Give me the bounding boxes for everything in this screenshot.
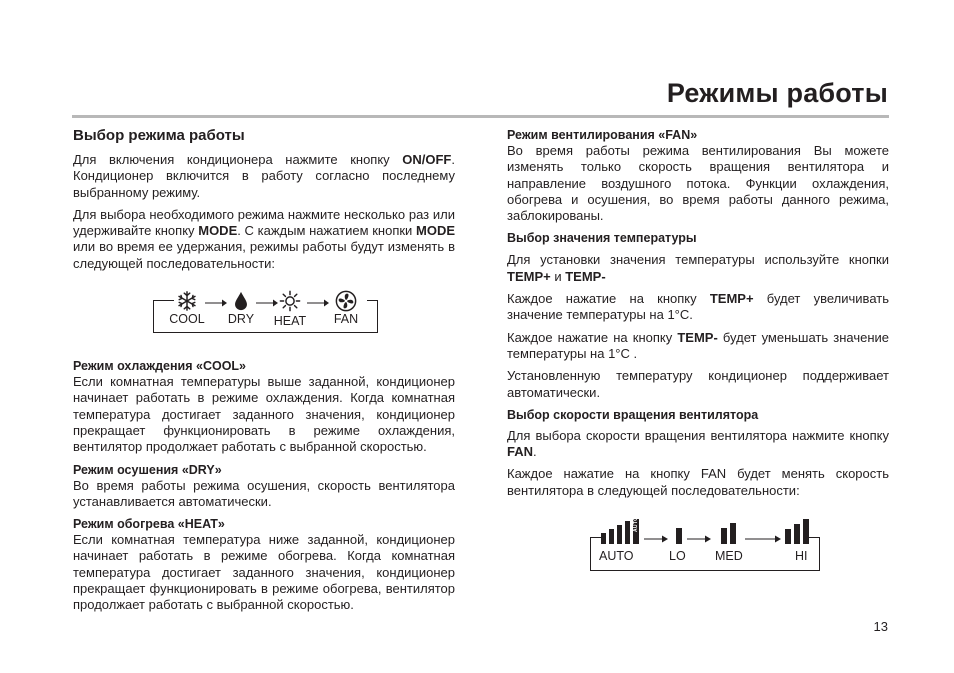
- dry-mode-text: Во время работы режима осушения, скорость вентилятора устанавливается автоматически.: [73, 477, 455, 509]
- arrow-right-icon: [687, 532, 711, 546]
- temperature-heading: Выбор значения температуры: [507, 231, 697, 246]
- mode-fan-label: FAN: [333, 312, 359, 327]
- right-column: [507, 127, 889, 571]
- fan-speed-lo-bars-icon: [676, 528, 684, 545]
- arrow-right-icon: [644, 532, 668, 546]
- cool-mode-heading: Режим охлаждения «COOL»: [73, 359, 247, 374]
- temp-minus-text: Каждое нажатие на кнопку TEMP- будет уменьшать значение температуры на 1°C .: [507, 329, 890, 361]
- mode-heat-label: HEAT: [273, 314, 307, 329]
- temperature-buttons-text: Для установки значения температуры используйте кнопки TEMP+ и TEMP-: [507, 252, 889, 284]
- mode-cool: [167, 290, 207, 326]
- cool-mode-text: Если комнатная температуры выше заданной, кондиционер начинает работать в режиме охлаждения. Когда комнатная температура достигает заданного значения, кондиционер прекращает функционировать в режиме охлаждения, вентилятор продолжает работать с выбранной скоростью.: [73, 374, 455, 455]
- fan-speed-button-text: Для выбора скорости вращения вентилятора нажмите кнопку FAN.: [507, 427, 889, 460]
- fan-speed-med-label: MED: [715, 549, 743, 564]
- fan-icon: [335, 290, 357, 312]
- sun-icon: [279, 290, 301, 312]
- dry-mode-heading: Режим осушения «DRY»: [73, 462, 222, 477]
- fan-speed-med-bars-icon: [721, 523, 739, 545]
- arrow-right-icon: [307, 296, 329, 310]
- mode-cool-label: COOL: [169, 312, 205, 327]
- heat-mode-heading: Режим обогрева «HEAT»: [73, 517, 225, 532]
- fan-speed-auto-label: AUTO: [599, 549, 634, 564]
- snowflake-icon: [176, 290, 198, 312]
- heat-mode-text: Если комнатная температура ниже заданной, кондиционер начинает работать в режиме обогрева. Когда комнатная температура достигает заданного значения, кондиционер прекращает функционировать в режиме обогрева, вентилятор продолжает работать с выбранной скоростью.: [73, 532, 455, 613]
- mode-selection-heading: Выбор режима работы: [73, 127, 245, 144]
- fan-mode-text: Во время работы режима вентилирования Вы можете изменять только скорость вращения вентилятора и направление воздушного потока. Функции охлаждения, обогрева и осушения, во время работы данного режима, заблокированы.: [507, 143, 889, 224]
- left-column: [73, 127, 455, 617]
- fan-mode-heading: Режим вентилирования «FAN»: [507, 128, 698, 142]
- mode-dry: [223, 290, 259, 326]
- arrow-right-icon: [745, 532, 781, 546]
- mode-sequence-diagram: [153, 294, 378, 334]
- mode-button-paragraph: Для выбора необходимого режима нажмите несколько раз или удерживайте кнопку MODE. С каждым нажатием кнопки MODE или во время ее удержания, режимы работы будут изменять в следующей последовательности:: [73, 206, 456, 271]
- page-title: Режимы работы: [666, 78, 888, 108]
- fan-speed-lo-label: LO: [669, 549, 686, 564]
- page-number: 13: [873, 619, 888, 634]
- mode-fan: [328, 290, 364, 326]
- title-rule: [72, 115, 889, 118]
- fan-speed-heading: Выбор скорости вращения вентилятора: [507, 407, 759, 422]
- temp-plus-text: Каждое нажатие на кнопку TEMP+ будет увеличивать значение температуры на 1°C.: [507, 291, 889, 323]
- fan-speed-diagram: [590, 516, 820, 571]
- mode-heat: [269, 290, 311, 329]
- auto-badge-label: AUTO: [633, 516, 639, 533]
- water-drop-icon: [230, 290, 252, 312]
- temp-auto-text: Установленную температуру кондиционер поддерживает автоматически.: [507, 368, 889, 400]
- power-on-paragraph: Для включения кондиционера нажмите кнопку ON/OFF. Кондиционер включится в работу согласно последнему выбранному режиму.: [73, 152, 455, 200]
- mode-dry-label: DRY: [227, 312, 255, 327]
- fan-speed-sequence-text: Каждое нажатие на кнопку FAN будет менять скорость вентилятора в следующей последовательности:: [507, 466, 889, 498]
- fan-speed-hi-bars-icon: [785, 519, 813, 545]
- fan-speed-hi-label: HI: [795, 549, 808, 564]
